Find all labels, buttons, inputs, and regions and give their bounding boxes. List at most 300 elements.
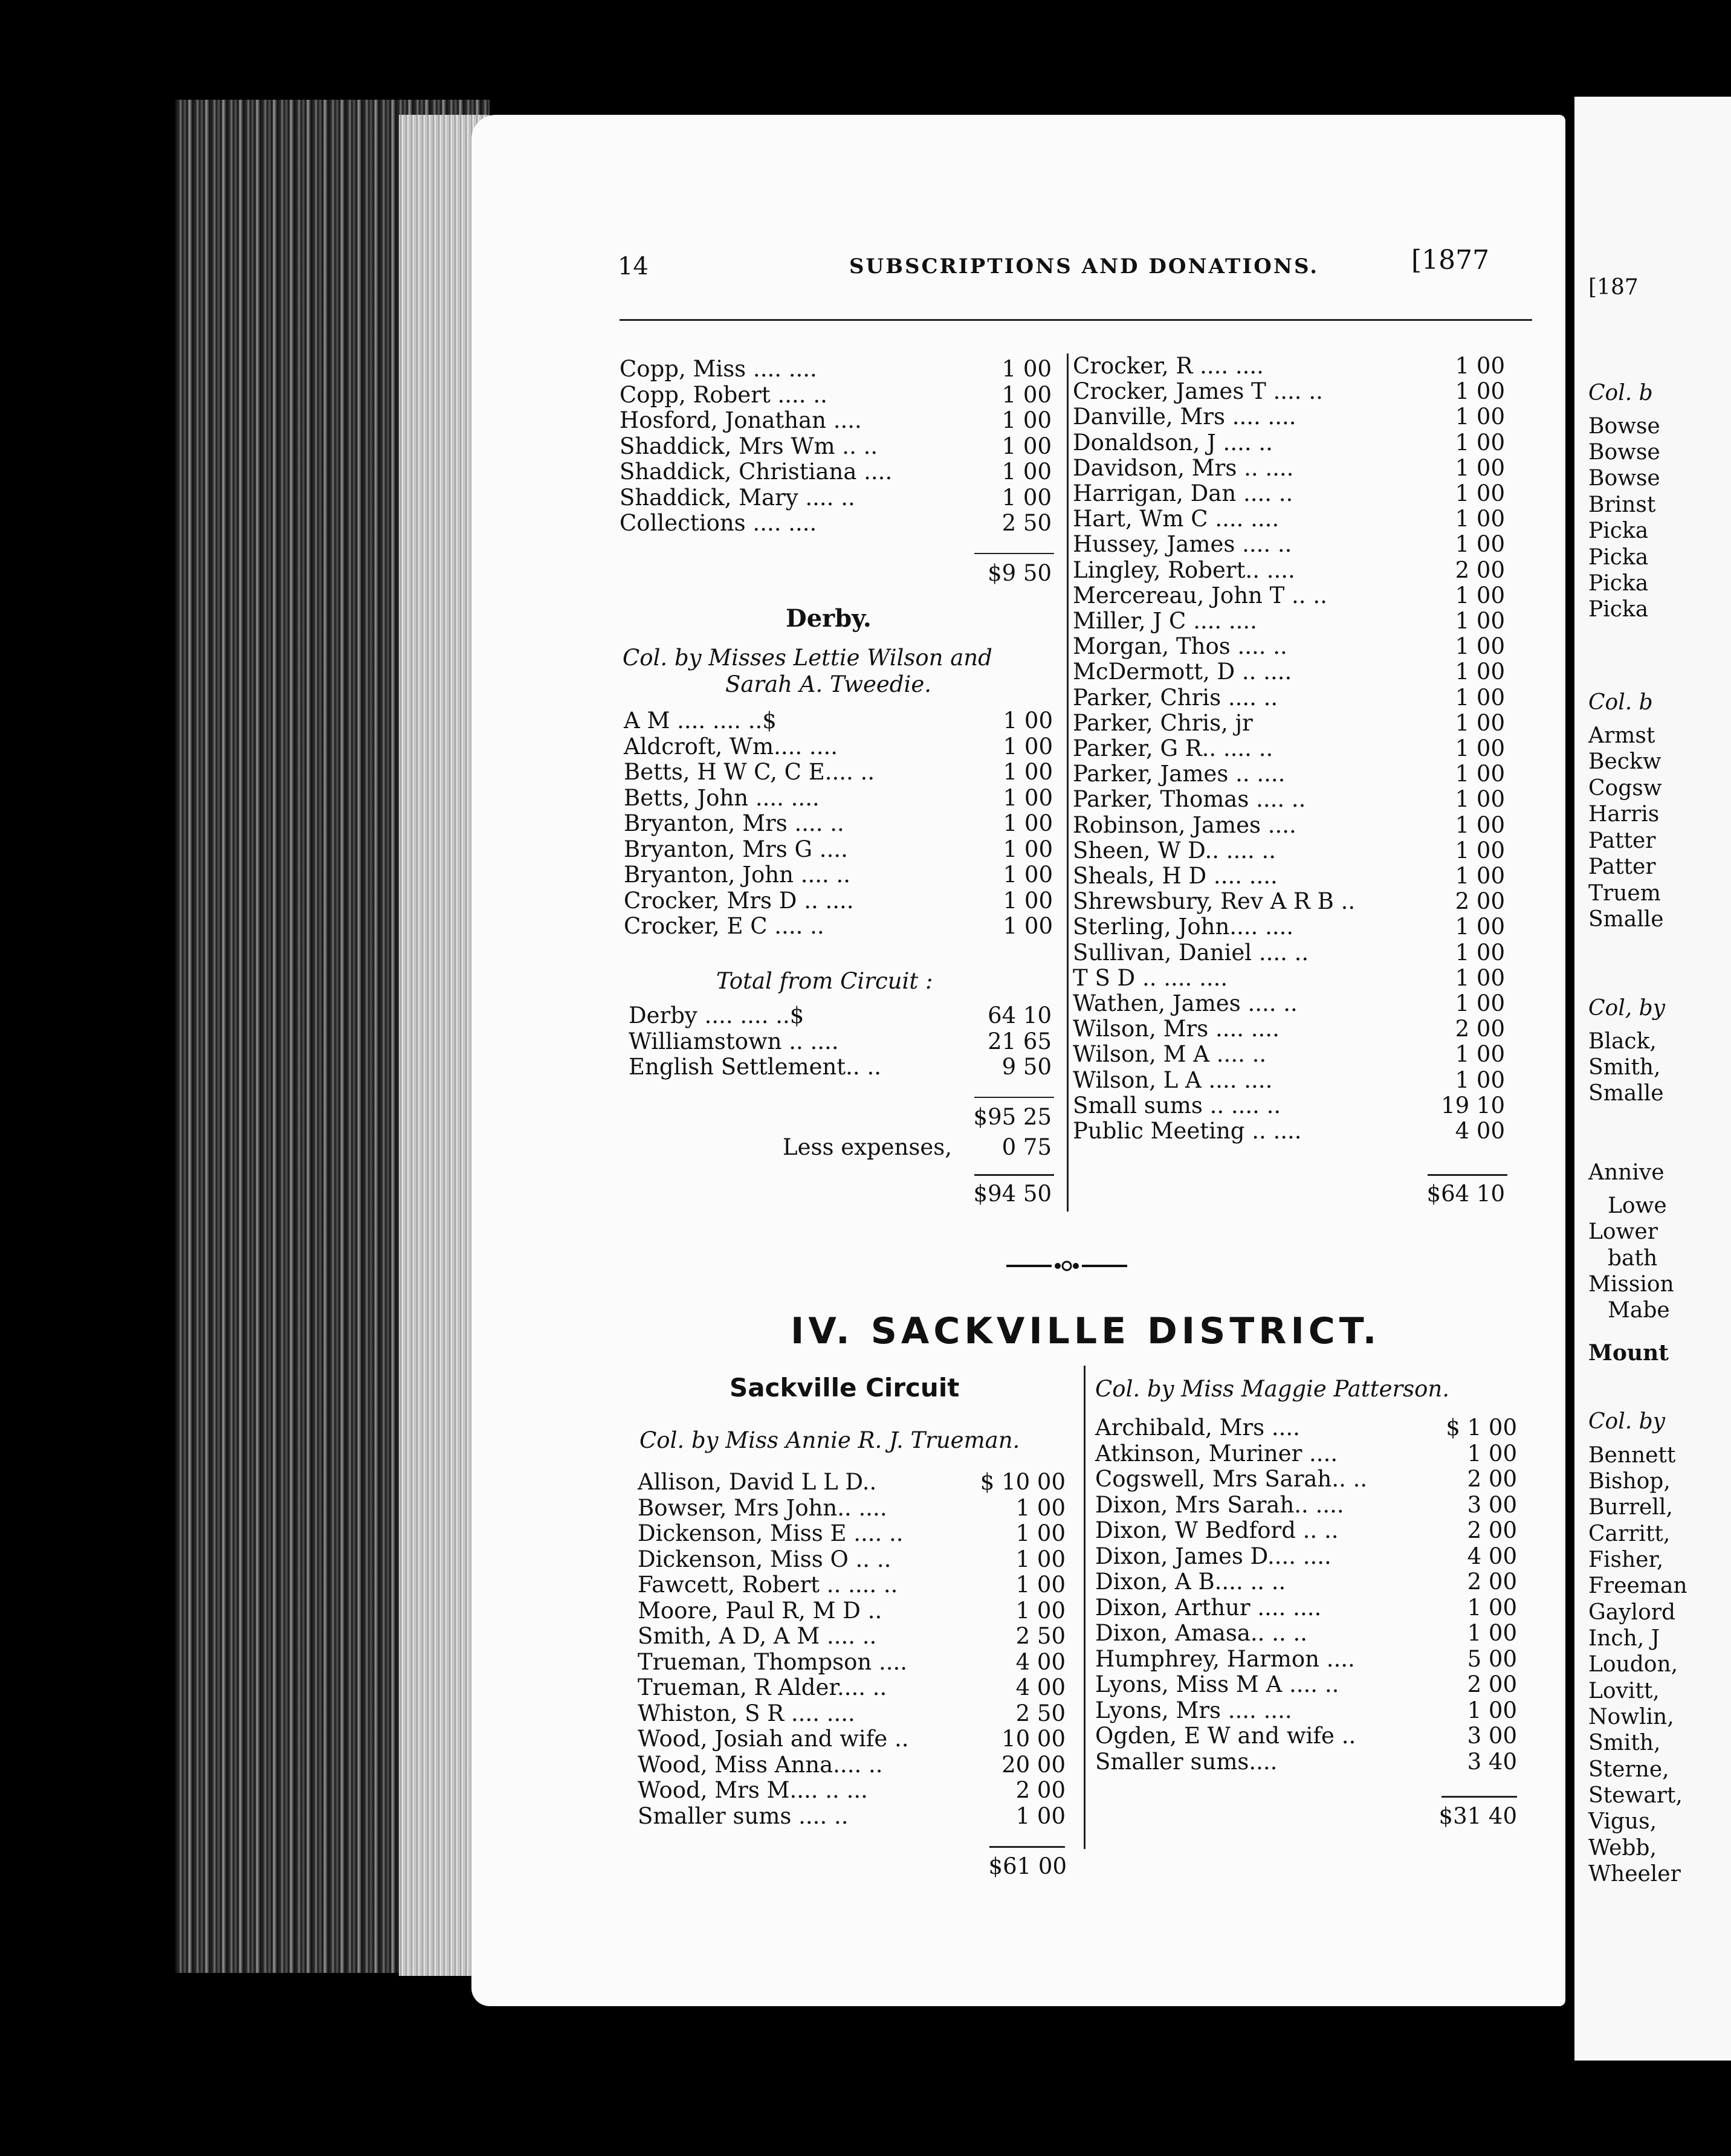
entry-name: Parker, James .. ....	[1073, 761, 1286, 787]
list-item	[620, 511, 1052, 536]
list-item	[1073, 659, 1505, 685]
right-page-text: Loudon,	[1588, 1652, 1678, 1677]
right-page-text: Freeman	[1588, 1573, 1687, 1598]
sackville-total: $61 00	[988, 1853, 1067, 1879]
list-item	[638, 1598, 1066, 1624]
list-item	[1073, 889, 1505, 914]
entry-amount: 1 00	[1001, 356, 1052, 382]
entry-amount: 1 00	[1455, 761, 1505, 787]
list-item	[624, 914, 1053, 939]
entry-name: Wilson, M A .... ..	[1073, 1041, 1267, 1068]
right-page-text: Patter	[1588, 828, 1656, 853]
entry-amount: 1 00	[1455, 480, 1505, 506]
entry-name: Bowser, Mrs John.. ....	[638, 1494, 887, 1521]
list-item	[1073, 711, 1505, 736]
right-page-text: Cogsw	[1588, 776, 1662, 801]
entry-amount: 1 00	[1455, 404, 1505, 430]
right-page-text: Webb,	[1588, 1836, 1657, 1861]
list-item	[1095, 1749, 1517, 1775]
right-page-text: Burrell,	[1588, 1495, 1673, 1520]
entry-name: Whiston, S R .... ....	[638, 1700, 855, 1726]
right-page-text: Beckw	[1588, 749, 1661, 774]
entry-name: Miller, J C .... ....	[1073, 608, 1257, 634]
entry-name: Robinson, James ....	[1073, 812, 1296, 838]
entry-name: Parker, Chris .... ..	[1073, 684, 1278, 711]
entry-amount: 2 00	[1467, 1517, 1517, 1543]
list-item	[1073, 558, 1505, 583]
entry-name: Trueman, R Alder.... ..	[638, 1674, 887, 1700]
list-item	[620, 382, 1052, 408]
right-page-text: Vigus,	[1588, 1809, 1657, 1834]
entry-amount: 5 00	[1467, 1645, 1517, 1672]
page-title: SUBSCRIPTIONS AND DONATIONS.	[849, 254, 1319, 279]
entry-name: Wood, Miss Anna.... ..	[638, 1751, 883, 1778]
entry-name: Bryanton, Mrs G ....	[624, 836, 848, 862]
list-item	[624, 760, 1053, 785]
entry-name: Lyons, Miss M A .... ..	[1095, 1671, 1339, 1697]
entry-name: Public Meeting .. ....	[1073, 1118, 1302, 1144]
list-item	[1095, 1415, 1517, 1441]
list-item	[1095, 1467, 1517, 1492]
list-item	[629, 1029, 1052, 1054]
entry-name: Dixon, W Bedford .. ..	[1095, 1517, 1339, 1543]
list-item	[638, 1701, 1066, 1726]
right-page-text: Fisher,	[1588, 1548, 1664, 1572]
page-year: [1877	[1411, 245, 1490, 276]
entry-name: Wathen, James .... ..	[1073, 990, 1298, 1016]
entry-name: Crocker, James T .... ..	[1073, 378, 1323, 405]
entry-name: Parker, Thomas .... ..	[1073, 786, 1306, 813]
entry-name: Fawcett, Robert .. .... ..	[638, 1572, 898, 1598]
list-item	[1073, 838, 1505, 863]
entry-amount: 1 00	[1455, 353, 1505, 379]
list-item	[1073, 506, 1505, 532]
right-page-text: Truem	[1588, 881, 1661, 906]
entry-amount: 1 00	[1003, 887, 1053, 914]
entry-amount: 1 00	[1015, 1546, 1066, 1572]
entry-name: Morgan, Thos .... ..	[1073, 633, 1287, 660]
list-item	[638, 1470, 1066, 1495]
entry-amount: 1 00	[1455, 506, 1505, 532]
right-page-text: Nowlin,	[1588, 1705, 1674, 1729]
right-page-text: Armst	[1588, 723, 1655, 748]
entry-amount: 1 00	[1455, 429, 1505, 456]
entry-name: Small sums .. .... ..	[1073, 1092, 1281, 1118]
entry-amount: 1 00	[1003, 708, 1053, 734]
entry-amount: 1 00	[1467, 1440, 1517, 1467]
list-item	[1095, 1518, 1517, 1543]
list-item	[1095, 1595, 1517, 1621]
entry-name: Crocker, Mrs D .. ....	[624, 887, 854, 914]
entry-amount: 4 00	[1015, 1648, 1066, 1675]
right-page-text: Bowse	[1588, 466, 1660, 491]
less-expenses-amount: 0 75	[1001, 1134, 1052, 1160]
list-item	[624, 888, 1053, 914]
list-item	[1073, 353, 1505, 379]
entry-name: Trueman, Thompson ....	[638, 1648, 908, 1675]
right-page-text: Bowse	[1588, 440, 1660, 465]
entry-amount: 1 00	[1015, 1572, 1066, 1598]
right-page-text: Col, by	[1588, 996, 1666, 1021]
list-item	[1073, 991, 1505, 1016]
entry-amount: 1 00	[1455, 1041, 1505, 1068]
entry-amount: 3 00	[1467, 1723, 1517, 1749]
entry-name: Sheen, W D.. .... ..	[1073, 837, 1276, 863]
derby-col-by-1: Col. by Misses Lettie Wilson and	[623, 645, 992, 671]
list-item	[620, 408, 1052, 433]
entry-amount: 1 00	[1015, 1520, 1066, 1546]
entry-name: Danville, Mrs .... ....	[1073, 404, 1296, 430]
right-page-text: Bishop,	[1588, 1469, 1671, 1494]
entry-name: Parker, G R.. .... ..	[1073, 735, 1273, 761]
list-item	[638, 1778, 1066, 1803]
entry-name: Betts, John .... ....	[624, 784, 820, 811]
sackville-sum-rule	[989, 1846, 1065, 1848]
list-item	[638, 1726, 1066, 1752]
entry-amount: 1 00	[1455, 582, 1505, 608]
entry-amount: 3 40	[1467, 1748, 1517, 1775]
right-page-text: Inch, J	[1588, 1626, 1660, 1651]
entry-amount: 1 00	[1003, 759, 1053, 785]
list-item	[1073, 404, 1505, 430]
entry-amount: 1 00	[1455, 786, 1505, 813]
right-page-text: Smalle	[1588, 1081, 1664, 1106]
entry-name: Crocker, E C .... ..	[624, 913, 824, 939]
list-item	[1073, 1093, 1505, 1118]
entry-amount: 1 00	[1003, 810, 1053, 836]
entry-amount: 2 00	[1455, 888, 1505, 915]
entry-amount: 1 00	[1001, 484, 1052, 511]
list-item	[1095, 1441, 1517, 1467]
right-page-text: Black,	[1588, 1029, 1657, 1054]
entry-amount: $ 1 00	[1446, 1415, 1517, 1441]
list-item	[1073, 634, 1505, 659]
entry-name: Hosford, Jonathan ....	[620, 407, 862, 433]
entry-name: Williamstown .. ....	[629, 1028, 839, 1054]
entry-amount: 4 00	[1455, 1118, 1505, 1144]
entry-name: Copp, Miss .... ....	[620, 356, 817, 382]
entry-name: Bryanton, John .... ..	[624, 862, 851, 888]
right-page-text: Picka	[1588, 545, 1649, 570]
entry-name: Parker, Chris, jr	[1073, 709, 1253, 736]
derby-net-rule	[974, 1174, 1054, 1176]
list-item	[638, 1752, 1066, 1778]
entry-amount: 1 00	[1455, 633, 1505, 660]
entry-name: Wilson, Mrs .... ....	[1073, 1016, 1280, 1042]
entry-amount: 1 00	[1455, 1067, 1505, 1093]
entry-amount: 1 00	[1003, 733, 1053, 760]
entry-amount: 1 00	[1455, 990, 1505, 1016]
right-page-text: Gaylord	[1588, 1600, 1675, 1625]
entry-name: Atkinson, Muriner ....	[1095, 1440, 1338, 1467]
list-item	[629, 1003, 1052, 1028]
entry-name: Cogswell, Mrs Sarah.. ..	[1095, 1466, 1368, 1492]
patterson-sum-rule	[1441, 1796, 1517, 1798]
entry-amount: 1 00	[1455, 659, 1505, 685]
list-item	[638, 1496, 1066, 1521]
entry-name: Dickenson, Miss O .. ..	[638, 1546, 891, 1572]
right-page-text: Patter	[1588, 854, 1656, 879]
entry-amount: 1 00	[1015, 1803, 1066, 1829]
list-item	[1095, 1569, 1517, 1595]
list-item	[1073, 583, 1505, 608]
entry-amount: 3 00	[1467, 1491, 1517, 1518]
right-page-text: Stewart,	[1588, 1783, 1683, 1808]
right-page-text: Smith,	[1588, 1055, 1661, 1080]
list-item	[1095, 1698, 1517, 1723]
entry-amount: $ 10 00	[980, 1469, 1066, 1495]
entry-name: Shaddick, Mary .... ..	[620, 484, 855, 511]
entry-name: Derby .... .... ..$	[629, 1002, 804, 1028]
entry-amount: 4 00	[1467, 1543, 1517, 1569]
right-page-text: [187	[1588, 275, 1639, 300]
list-item	[1073, 379, 1505, 404]
list-item	[1073, 966, 1505, 991]
entry-amount: 1 00	[1455, 939, 1505, 966]
list-item	[624, 734, 1053, 760]
right-page-text: Col. by	[1588, 1409, 1666, 1434]
entry-amount: 2 50	[1015, 1700, 1066, 1726]
list-item	[638, 1675, 1066, 1700]
list-item	[1073, 685, 1505, 711]
entry-name: A M .... .... ..$	[624, 708, 777, 734]
entry-amount: 1 00	[1455, 378, 1505, 405]
entry-amount: 1 00	[1455, 964, 1505, 991]
list-item	[620, 357, 1052, 382]
entry-amount: 1 00	[1455, 608, 1505, 634]
entry-name: T S D .. .... ....	[1073, 964, 1228, 991]
list-item	[1073, 940, 1505, 966]
entry-name: English Settlement.. ..	[629, 1054, 881, 1080]
list-item	[638, 1521, 1066, 1546]
entry-amount: 1 00	[1001, 407, 1052, 433]
list-item	[638, 1572, 1066, 1598]
right-page-text: Mission	[1588, 1272, 1674, 1297]
entry-name: Aldcroft, Wm.... ....	[624, 733, 838, 760]
right-page-text: Picka	[1588, 518, 1649, 543]
entry-amount: 1 00	[1003, 784, 1053, 811]
section-title: IV. SACKVILLE DISTRICT.	[791, 1310, 1381, 1352]
entry-name: Wood, Mrs M.... .. ...	[638, 1777, 868, 1803]
derby-sum-rule	[974, 1097, 1054, 1098]
entry-name: Dickenson, Miss E .... ..	[638, 1520, 904, 1546]
entry-name: Bryanton, Mrs .... ..	[624, 810, 844, 836]
list-item	[624, 837, 1053, 862]
right-page-text: Lowe	[1608, 1193, 1667, 1218]
entry-amount: 2 00	[1467, 1466, 1517, 1492]
right-page-text: Sterne,	[1588, 1757, 1669, 1782]
entry-name: Hussey, James .... ..	[1073, 531, 1292, 558]
entry-amount: 10 00	[1001, 1726, 1066, 1752]
list-item	[1073, 813, 1505, 838]
derby-title: Derby.	[786, 604, 872, 633]
header-rule	[620, 319, 1532, 321]
right-page-text: Bowse	[1588, 414, 1660, 439]
entry-name: Smaller sums....	[1095, 1748, 1278, 1775]
entry-name: Sheals, H D .... ....	[1073, 863, 1278, 889]
right-page-text: Smith,	[1588, 1731, 1661, 1755]
entry-amount: 1 00	[1455, 812, 1505, 838]
entry-name: Ogden, E W and wife ..	[1095, 1723, 1356, 1749]
list-item	[1095, 1672, 1517, 1697]
list-item	[1073, 1016, 1505, 1042]
list-item	[638, 1547, 1066, 1572]
list-item	[638, 1624, 1066, 1649]
derby-sum: $95 25	[973, 1104, 1052, 1130]
list-item	[1095, 1621, 1517, 1646]
right-page-text: Lovitt,	[1588, 1679, 1660, 1703]
list-item	[1073, 481, 1505, 506]
entry-name: Moore, Paul R, M D ..	[638, 1597, 882, 1624]
list-item	[1073, 456, 1505, 481]
list-item	[624, 811, 1053, 836]
entry-amount: 2 00	[1455, 557, 1505, 583]
column-divider-bottom	[1084, 1366, 1086, 1849]
less-expenses-label: Less expenses,	[783, 1134, 953, 1160]
right-page-text: Col. b	[1588, 381, 1653, 405]
entry-name: Wood, Josiah and wife ..	[638, 1726, 909, 1752]
entry-name: Mercereau, John T .. ..	[1073, 582, 1327, 608]
entry-amount: 1 00	[1003, 862, 1053, 888]
entry-amount: 1 00	[1003, 836, 1053, 862]
entry-name: McDermott, D .. ....	[1073, 659, 1292, 685]
list-item	[1073, 1068, 1505, 1093]
entry-amount: 1 00	[1467, 1697, 1517, 1723]
sum-rule	[974, 553, 1054, 554]
list-item	[1073, 608, 1505, 634]
list-item	[1095, 1544, 1517, 1569]
entry-name: Shaddick, Mrs Wm .. ..	[620, 433, 878, 459]
entry-name: Smaller sums .... ..	[638, 1803, 849, 1829]
entry-amount: 1 00	[1455, 837, 1505, 863]
list-item	[638, 1804, 1066, 1829]
entry-name: Dixon, A B.... .. ..	[1095, 1569, 1286, 1595]
entry-name: Harrigan, Dan .... ..	[1073, 480, 1293, 506]
entry-name: Collections .... ....	[620, 510, 817, 536]
list-item	[1073, 787, 1505, 812]
entry-amount: 1 00	[1001, 459, 1052, 485]
entry-amount: 1 00	[1455, 863, 1505, 889]
entry-name: Donaldson, J .... ..	[1073, 429, 1273, 456]
list-item	[620, 434, 1052, 459]
right-page-text: Mount	[1588, 1340, 1669, 1366]
entry-amount: 2 50	[1001, 510, 1052, 536]
col2-top-total: $64 10	[1426, 1181, 1505, 1207]
list-item	[629, 1054, 1052, 1080]
list-item	[1073, 761, 1505, 787]
list-item	[1073, 1118, 1505, 1144]
list-item	[1073, 914, 1505, 940]
entry-amount: 1 00	[1003, 913, 1053, 939]
list-item	[1073, 532, 1505, 557]
list-item	[1073, 736, 1505, 761]
right-page-text: Harris	[1588, 802, 1660, 827]
page-number: 14	[618, 253, 649, 280]
entry-amount: 2 00	[1467, 1671, 1517, 1697]
entry-name: Dixon, James D.... ....	[1095, 1543, 1331, 1569]
right-page-text: Bennett	[1588, 1443, 1676, 1468]
ornament-divider	[1006, 1257, 1127, 1280]
entry-amount: 1 00	[1455, 531, 1505, 558]
list-item	[1073, 863, 1505, 889]
right-page-text: Picka	[1588, 571, 1649, 596]
list-item	[620, 485, 1052, 511]
patterson-total: $31 40	[1438, 1803, 1517, 1829]
col1-top-total: $9 50	[988, 560, 1052, 586]
entry-amount: 2 00	[1015, 1777, 1066, 1803]
entry-name: Allison, David L L D..	[638, 1469, 877, 1495]
right-page-text: Smalle	[1588, 907, 1664, 932]
right-page-text: Carritt,	[1588, 1522, 1671, 1546]
right-page-text: Annive	[1588, 1160, 1665, 1185]
list-item	[620, 459, 1052, 485]
entry-amount: 1 00	[1467, 1620, 1517, 1646]
entry-name: Sterling, John.... ....	[1073, 914, 1294, 940]
derby-total-heading: Total from Circuit :	[716, 968, 933, 994]
right-page-text: Mabe	[1608, 1298, 1670, 1323]
entry-name: Hart, Wm C .... ....	[1073, 506, 1280, 532]
entry-name: Shrewsbury, Rev A R B ..	[1073, 888, 1356, 915]
right-page-text: bath	[1608, 1246, 1658, 1271]
entry-amount: 21 65	[988, 1028, 1052, 1054]
entry-name: Shaddick, Christiana ....	[620, 459, 893, 485]
entry-name: Humphrey, Harmon ....	[1095, 1645, 1355, 1672]
entry-amount: 2 00	[1455, 1016, 1505, 1042]
entry-amount: 2 50	[1015, 1623, 1066, 1649]
list-item	[1073, 430, 1505, 456]
entry-amount: 19 10	[1441, 1092, 1505, 1118]
column-divider-top	[1067, 353, 1069, 1212]
derby-net: $94 50	[973, 1181, 1052, 1207]
entry-name: Lyons, Mrs .... ....	[1095, 1697, 1292, 1723]
entry-name: Dixon, Mrs Sarah.. ....	[1095, 1491, 1344, 1518]
list-item	[624, 708, 1053, 734]
list-item	[1095, 1493, 1517, 1518]
list-item	[638, 1650, 1066, 1675]
entry-name: Dixon, Arthur .... ....	[1095, 1594, 1322, 1621]
entry-name: Davidson, Mrs .. ....	[1073, 454, 1294, 481]
list-item	[624, 786, 1053, 811]
derby-col-by-2: Sarah A. Tweedie.	[725, 671, 931, 697]
sackville-title: Sackville Circuit	[730, 1373, 960, 1402]
entry-name: Smith, A D, A M .... ..	[638, 1623, 877, 1649]
entry-amount: 1 00	[1015, 1494, 1066, 1521]
entry-name: Sullivan, Daniel .... ..	[1073, 939, 1309, 966]
list-item	[1095, 1723, 1517, 1749]
entry-amount: 9 50	[1001, 1054, 1052, 1080]
entry-amount: 1 00	[1467, 1594, 1517, 1621]
right-page-text: Brinst	[1588, 492, 1656, 517]
list-item	[1095, 1647, 1517, 1672]
entry-amount: 1 00	[1455, 454, 1505, 481]
entry-name: Wilson, L A .... ....	[1073, 1067, 1273, 1093]
right-page-text: Lower	[1588, 1219, 1658, 1244]
entry-amount: 1 00	[1455, 735, 1505, 761]
entry-name: Betts, H W C, C E.... ..	[624, 759, 875, 785]
list-item	[1073, 1042, 1505, 1067]
entry-amount: 1 00	[1001, 433, 1052, 459]
entry-name: Lingley, Robert.. ....	[1073, 557, 1295, 583]
col2-sum-rule	[1428, 1174, 1507, 1176]
entry-amount: 1 00	[1001, 381, 1052, 408]
entry-name: Archibald, Mrs ....	[1095, 1415, 1300, 1441]
entry-amount: 1 00	[1015, 1597, 1066, 1624]
entry-name: Dixon, Amasa.. .. ..	[1095, 1620, 1307, 1646]
entry-amount: 64 10	[988, 1002, 1052, 1028]
entry-name: Copp, Robert .... ..	[620, 381, 827, 408]
patterson-col-by: Col. by Miss Maggie Patterson.	[1095, 1376, 1450, 1402]
sackville-col-by: Col. by Miss Annie R. J. Trueman.	[639, 1427, 1020, 1453]
